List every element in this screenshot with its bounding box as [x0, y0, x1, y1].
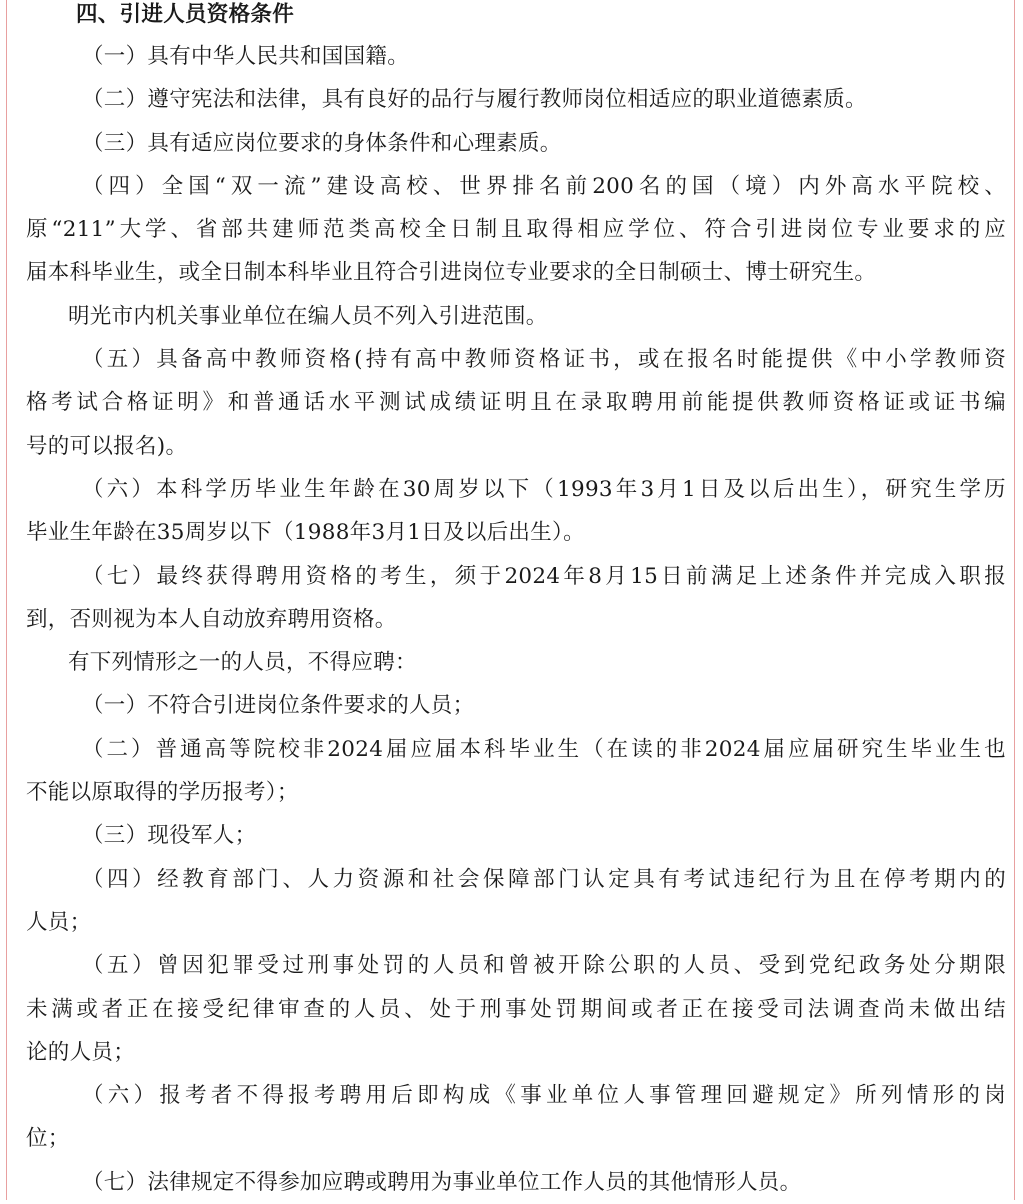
paragraph-line: （六）报考者不得报考聘用后即构成《事业单位人事管理回避规定》所列情形的岗 — [82, 1083, 1006, 1109]
section-heading: 四、引进人员资格条件 — [76, 2, 295, 27]
paragraph-line: 明光市内机关事业单位在编人员不列入引进范围。 — [68, 303, 548, 329]
paragraph-line: 未满或者正在接受纪律审查的人员、处于刑事处罚期间或者正在接受司法调查尚未做出结 — [26, 996, 1006, 1022]
paragraph-line: 原“211”大学、省部共建师范类高校全日制且取得相应学位、符合引进岗位专业要求的应 — [26, 217, 1006, 243]
paragraph-line: 不能以原取得的学历报考）； — [26, 780, 299, 806]
paragraph-line: 到，否则视为本人自动放弃聘用资格。 — [26, 606, 397, 632]
paragraph-line: （四）经教育部门、人力资源和社会保障部门认定具有考试违纪行为且在停考期内的 — [82, 866, 1006, 892]
paragraph-line: （三）现役军人； — [82, 823, 257, 849]
document-body — [26, 0, 1006, 1204]
paragraph-line: （一）不符合引进岗位条件要求的人员； — [82, 693, 475, 719]
paragraph-line: 有下列情形之一的人员，不得应聘： — [68, 650, 417, 676]
paragraph-line: 届本科毕业生，或全日制本科毕业且符合引进岗位专业要求的全日制硕士、博士研究生。 — [26, 260, 877, 286]
paragraph-line: 格考试合格证明》和普通话水平测试成绩证明且在录取聘用前能提供教师资格证或证书编 — [26, 390, 1006, 416]
paragraph-line: 位； — [26, 1126, 70, 1152]
paragraph-line: （三）具有适应岗位要求的身体条件和心理素质。 — [82, 130, 562, 156]
paragraph-line: （七）最终获得聘用资格的考生，须于2024年8月15日前满足上述条件并完成入职报 — [82, 563, 1006, 589]
paragraph-line: （四）全国“双一流”建设高校、世界排名前200名的国（境）内外高水平院校、 — [82, 173, 1006, 199]
paragraph-line: （五）曾因犯罪受过刑事处罚的人员和曾被开除公职的人员、受到党纪政务处分期限 — [82, 953, 1006, 979]
paragraph-line: （二）普通高等院校非2024届应届本科毕业生（在读的非2024届应届研究生毕业生也 — [82, 736, 1006, 762]
paragraph-line: （一）具有中华人民共和国国籍。 — [82, 44, 410, 69]
paragraph-line: （六）本科学历毕业生年龄在30周岁以下（1993年3月1日及以后出生），研究生学历 — [82, 476, 1006, 502]
paragraph-line: （七）法律规定不得参加应聘或聘用为事业单位工作人员的其他情形人员。 — [82, 1169, 802, 1195]
paragraph-line: 论的人员； — [26, 1039, 136, 1065]
paragraph-line: 毕业生年龄在35周岁以下（1988年3月1日及以后出生）。 — [26, 520, 585, 546]
paragraph-line: 号的可以报名)。 — [26, 433, 188, 459]
paragraph-line: （五）具备高中教师资格(持有高中教师资格证书，或在报名时能提供《中小学教师资 — [82, 347, 1006, 373]
paragraph-line: （二）遵守宪法和法律，具有良好的品行与履行教师岗位相适应的职业道德素质。 — [82, 87, 867, 113]
paragraph-line: 人员； — [26, 909, 92, 935]
